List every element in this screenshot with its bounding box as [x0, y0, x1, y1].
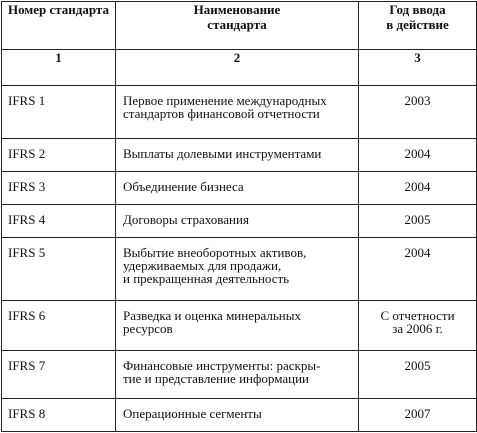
- column-number-1: 1: [2, 50, 116, 86]
- standard-code-text: IFRS 5: [8, 245, 46, 260]
- table-row: [2, 172, 477, 205]
- table-row: [2, 351, 477, 399]
- standard-name: [116, 86, 359, 139]
- standard-code-text: IFRS 1: [8, 93, 46, 108]
- effective-year-text: 2003: [404, 93, 431, 108]
- standard-name: [116, 399, 359, 432]
- standard-name-text: Выбытие внеоборотных активов, удерживаемых для продажи, и прекращенная деятельность: [123, 245, 307, 286]
- standard-name-text: Выплаты долевыми инструментами: [123, 146, 322, 161]
- column-number-2: 2: [116, 50, 359, 86]
- effective-year: [359, 172, 477, 205]
- standard-name-text: Разведка и оценка минеральных ресурсов: [123, 308, 301, 336]
- standard-code-text: IFRS 7: [8, 358, 46, 373]
- standard-name: [116, 351, 359, 399]
- effective-year: [359, 205, 477, 238]
- standard-name: [116, 139, 359, 172]
- effective-year-text: 2007: [404, 406, 431, 421]
- table-row: [2, 205, 477, 238]
- standard-code: [2, 399, 116, 432]
- standards-table: [1, 1, 477, 432]
- effective-year-text: С отчетности за 2006 г.: [380, 308, 455, 336]
- standard-name-text: Операционные сегменты: [123, 406, 262, 421]
- header-standard-name: Наименование стандарта: [116, 2, 359, 50]
- effective-year: [359, 301, 477, 351]
- effective-year: [359, 351, 477, 399]
- effective-year: [359, 86, 477, 139]
- effective-year: [359, 399, 477, 432]
- table-row: [2, 139, 477, 172]
- standard-code: [2, 301, 116, 351]
- standard-code: [2, 172, 116, 205]
- table-row: [2, 86, 477, 139]
- standard-code: [2, 351, 116, 399]
- header-row: [2, 2, 477, 50]
- standard-name: [116, 238, 359, 301]
- effective-year-text: 2005: [404, 358, 431, 373]
- effective-year: [359, 238, 477, 301]
- standard-code-text: IFRS 8: [8, 406, 46, 421]
- standard-name: [116, 301, 359, 351]
- effective-year-text: 2004: [404, 179, 431, 194]
- standard-name-text: Финансовые инструменты: раскры- тие и представление информации: [123, 358, 321, 386]
- effective-year: [359, 139, 477, 172]
- standard-name-text: Объединение бизнеса: [123, 179, 244, 194]
- standard-code: [2, 86, 116, 139]
- standard-code: [2, 205, 116, 238]
- standard-code-text: IFRS 4: [8, 212, 46, 227]
- column-number-3: 3: [359, 50, 477, 86]
- header-standard-number: Номер стандарта: [2, 2, 116, 50]
- effective-year-text: 2004: [404, 146, 431, 161]
- header-effective-year: Год ввода в действие: [359, 2, 477, 50]
- standard-code-text: IFRS 6: [8, 308, 46, 323]
- standard-name: [116, 172, 359, 205]
- effective-year-text: 2005: [404, 212, 431, 227]
- effective-year-text: 2004: [404, 245, 431, 260]
- standard-code-text: IFRS 2: [8, 146, 46, 161]
- table-row: [2, 301, 477, 351]
- standard-code-text: IFRS 3: [8, 179, 46, 194]
- standard-name-text: Договоры страхования: [123, 212, 249, 227]
- standard-code: [2, 238, 116, 301]
- standard-code: [2, 139, 116, 172]
- column-number-row: [2, 50, 477, 86]
- table-row: [2, 238, 477, 301]
- standard-name-text: Первое применение международных стандартов финансовой отчетности: [123, 93, 327, 121]
- standard-name: [116, 205, 359, 238]
- table-row: [2, 399, 477, 432]
